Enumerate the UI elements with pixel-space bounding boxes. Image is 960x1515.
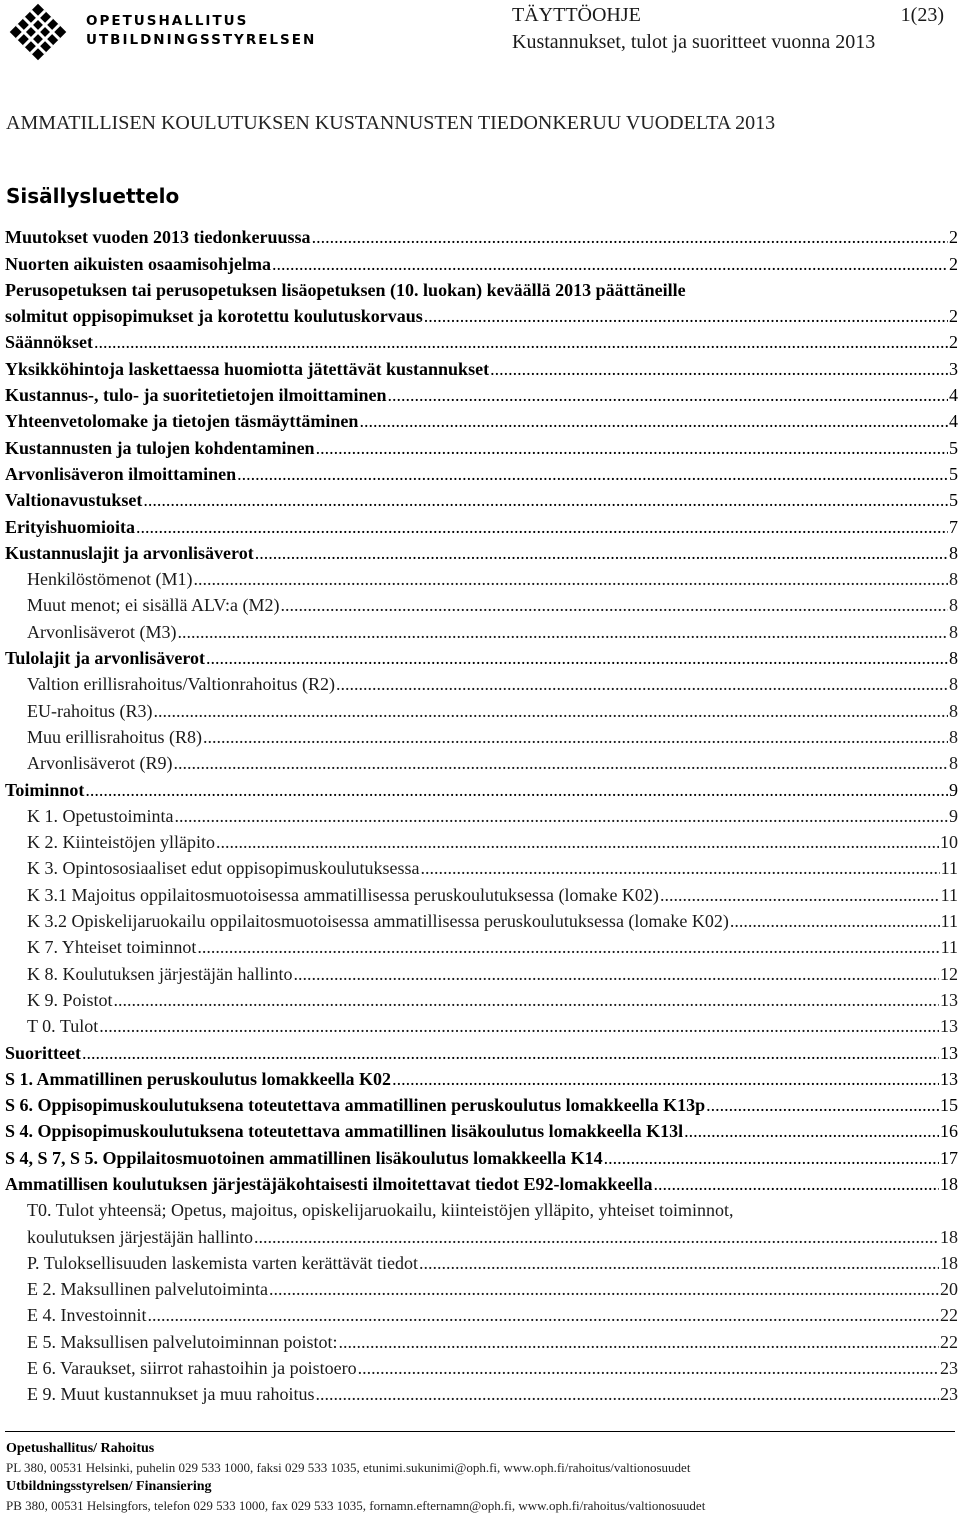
page-header [512, 2, 952, 56]
toc-entry[interactable] [5, 985, 958, 1011]
toc-entry-page: 3 [949, 358, 958, 379]
toc-entry-title: K 9. Poistot [27, 989, 113, 1010]
toc-entry-title: K 1. Opetustoiminta [27, 805, 174, 826]
toc-leader-dots [280, 595, 948, 616]
toc-entry-page: 15 [940, 1095, 958, 1116]
toc-entry[interactable] [5, 1326, 958, 1352]
toc-leader-dots [203, 727, 948, 748]
toc-entry-page: 8 [949, 726, 958, 747]
toc-entry-title: E 9. Muut kustannukset ja muu rahoitus [27, 1384, 315, 1405]
toc-entry[interactable] [5, 485, 958, 511]
toc-entry-title: Valtion erillisrahoitus/Valtionrahoitus (R2) [27, 674, 335, 695]
toc-entry-title: S 4. Oppisopimuskoulutuksena toteutettava ammatillinen lisäkoulutus lomakkeella K13l [5, 1121, 684, 1142]
toc-entry[interactable] [5, 1379, 958, 1405]
toc-leader-dots [490, 359, 948, 380]
toc-entry-page: 13 [940, 989, 958, 1010]
toc-entry[interactable] [5, 1116, 958, 1142]
toc-entry-page: 5 [949, 437, 958, 458]
toc-entry[interactable] [5, 801, 958, 827]
toc-leader-dots [269, 1279, 939, 1300]
toc-entry-page: 18 [940, 1252, 958, 1273]
toc-entry-title: Muu erillisrahoitus (R8) [27, 726, 202, 747]
toc-leader-dots [82, 1043, 939, 1064]
toc-leader-dots [358, 1358, 939, 1379]
toc-entry-title: Valtionavustukset [5, 490, 143, 511]
footer-address-fi: PL 380, 00531 Helsinki, puhelin 029 533 1000, faksi 029 533 1035, etunimi.sukunimi@oph.fi, www.oph.fi/rahoitus/valtionosuudet [6, 1460, 691, 1475]
toc-entry[interactable] [5, 353, 958, 379]
toc-entry[interactable] [5, 1274, 958, 1300]
footer-address-sv: PB 380, 00531 Helsingfors, telefon 029 533 1000, fax 029 533 1035, fornamn.efternamn@oph.fi, www.oph.fi/rahoitus/valtionosuudet [6, 1498, 706, 1513]
toc-entry-page: 8 [949, 753, 958, 774]
toc-leader-dots [336, 674, 948, 695]
toc-leader-dots [177, 622, 948, 643]
toc-entry-title: K 8. Koulutuksen järjestäjän hallinto [27, 963, 293, 984]
toc-entry[interactable] [5, 879, 958, 905]
toc-entry-title: Ammatillisen koulutuksen järjestäjäkohtaisesti ilmoitettavat tiedot E92-lomakkeella [5, 1173, 653, 1194]
toc-entry-page: 13 [940, 1068, 958, 1089]
toc-leader-dots [392, 1069, 939, 1090]
toc-entry-page: 5 [949, 463, 958, 484]
toc-entry-title: P. Tuloksellisuuden laskemista varten kerättävät tiedot [27, 1252, 418, 1273]
toc-entry-title: Muutokset vuoden 2013 tiedonkeruussa [5, 227, 311, 248]
toc-entry-title: Kustannusten ja tulojen kohdentaminen [5, 437, 315, 458]
toc-leader-dots [94, 332, 948, 353]
toc-entry-title: Säännökset [5, 332, 94, 353]
toc-entry-title: Kustannus-, tulo- ja suoritetietojen ilmoittaminen [5, 385, 387, 406]
toc-entry-title: Erityishuomioita [5, 516, 136, 537]
toc-entry[interactable] [5, 774, 958, 800]
toc-entry-title: Kustannuslajit ja arvonlisäverot [5, 542, 254, 563]
toc-entry[interactable] [5, 1248, 958, 1274]
toc-entry[interactable] [5, 248, 958, 274]
toc-entry-page: 23 [940, 1384, 958, 1405]
toc-entry-page: 8 [949, 595, 958, 616]
toc-entry-page: 11 [940, 937, 958, 958]
opetushallitus-logo [6, 3, 317, 61]
toc-entry[interactable] [5, 1064, 958, 1090]
toc-entry-title: K 2. Kiinteistöjen ylläpito [27, 832, 215, 853]
toc-leader-dots [173, 753, 948, 774]
toc-entry-page: 23 [940, 1358, 958, 1379]
toc-entry-page: 11 [940, 911, 958, 932]
toc-leader-dots [237, 464, 948, 485]
toc-entry-page: 12 [940, 963, 958, 984]
toc-entry-page: 16 [940, 1121, 958, 1142]
toc-entry-page: 11 [940, 858, 958, 879]
toc-leader-dots [193, 569, 948, 590]
toc-entry-title: Arvonlisäverot (R9) [27, 753, 173, 774]
toc-entry[interactable] [5, 1300, 958, 1326]
toc-entry-page: 2 [949, 253, 958, 274]
toc-entry-page: 13 [940, 1042, 958, 1063]
page-footer [6, 1439, 705, 1515]
toc-entry[interactable] [5, 958, 958, 984]
toc-entry[interactable] [5, 511, 958, 537]
toc-entry-title: EU-rahoitus (R3) [27, 700, 153, 721]
toc-leader-dots [85, 780, 948, 801]
toc-entry[interactable] [5, 827, 958, 853]
toc-leader-dots [175, 806, 949, 827]
toc-entry-page: 2 [949, 227, 958, 248]
toc-entry-page: 11 [940, 884, 958, 905]
toc-leader-dots [420, 858, 939, 879]
toc-entry-title-cont: solmitut oppisopimukset ja korotettu koulutuskorvaus [5, 306, 423, 327]
toc-leader-dots [684, 1121, 939, 1142]
toc-leader-dots [316, 438, 948, 459]
toc-entry-title: S 4, S 7, S 5. Oppilaitosmuotoinen ammatillinen lisäkoulutus lomakkeella K14 [5, 1147, 603, 1168]
toc-entry-title: T0. Tulot yhteensä; Opetus, majoitus, opiskelijaruokailu, kiinteistöjen ylläpito, yhteiset toiminnot, [27, 1200, 734, 1221]
toc-entry-title: T 0. Tulot [27, 1016, 99, 1037]
toc-entry-title: K 7. Yhteiset toiminnot [27, 937, 197, 958]
toc-leader-dots [388, 385, 949, 406]
toc-entry-title: Yhteenvetolomake ja tietojen täsmäyttäminen [5, 411, 359, 432]
toc-entry[interactable] [5, 1353, 958, 1379]
toc-leader-dots [254, 1227, 939, 1248]
toc-entry[interactable] [5, 275, 958, 328]
toc-leader-dots [153, 701, 948, 722]
toc-entry[interactable] [5, 722, 958, 748]
toc-entry-title: E 6. Varaukset, siirrot rahastoihin ja poistoero [27, 1358, 357, 1379]
toc-heading: Sisällysluettelo [6, 184, 180, 208]
toc-entry-page: 7 [949, 516, 958, 537]
toc-entry[interactable] [5, 748, 958, 774]
toc-entry-page: 8 [949, 700, 958, 721]
toc-entry-title: Perusopetuksen tai perusopetuksen lisäopetuksen (10. luokan) keväällä 2013 päättäneille [5, 279, 686, 300]
table-of-contents [5, 222, 958, 1405]
toc-entry-page: 4 [949, 411, 958, 432]
toc-entry-title: E 4. Investoinnit [27, 1305, 147, 1326]
toc-entry[interactable] [5, 1142, 958, 1168]
toc-entry[interactable] [5, 406, 958, 432]
toc-entry-page: 8 [949, 648, 958, 669]
toc-entry-page: 2 [949, 332, 958, 353]
toc-leader-dots [255, 543, 948, 564]
toc-entry-title: K 3.2 Opiskelijaruokailu oppilaitosmuotoisessa ammatillisessa peruskoulutuksessa (lomake K02) [27, 911, 729, 932]
toc-entry-page: 17 [940, 1147, 958, 1168]
toc-entry[interactable] [5, 538, 958, 564]
toc-entry[interactable] [5, 1169, 958, 1195]
toc-entry[interactable] [5, 1037, 958, 1063]
toc-entry-page: 5 [949, 490, 958, 511]
toc-entry-page: 22 [940, 1305, 958, 1326]
toc-entry[interactable] [5, 222, 958, 248]
diamond-emblem-icon [6, 3, 70, 61]
toc-entry-title: S 1. Ammatillinen peruskoulutus lomakkeella K02 [5, 1068, 392, 1089]
toc-entry[interactable] [5, 590, 958, 616]
document-title: AMMATILLISEN KOULUTUKSEN KUSTANNUSTEN TIEDONKERUU VUODELTA 2013 [6, 112, 776, 134]
toc-leader-dots [143, 490, 948, 511]
toc-entry-title: Tulolajit ja arvonlisäverot [5, 648, 206, 669]
doc-subtitle: Kustannukset, tulot ja suoritteet vuonna 2013 [512, 31, 876, 53]
toc-entry-page: 9 [949, 779, 958, 800]
toc-entry-title: K 3.1 Majoitus oppilaitosmuotoisessa ammatillisessa peruskoulutuksessa (lomake K02) [27, 884, 659, 905]
toc-entry-title: Yksikköhintoja laskettaessa huomiotta jätettävät kustannukset [5, 358, 490, 379]
toc-entry[interactable] [5, 643, 958, 669]
toc-leader-dots [315, 1384, 939, 1405]
toc-leader-dots [424, 306, 948, 327]
toc-leader-dots [338, 1332, 939, 1353]
toc-entry-page: 9 [949, 805, 958, 826]
toc-entry-title: S 6. Oppisopimuskoulutuksena toteutettava ammatillinen peruskoulutus lomakkeella K13p [5, 1095, 706, 1116]
toc-entry-title: Arvonlisäveron ilmoittaminen [5, 463, 237, 484]
toc-entry-title: Toiminnot [5, 779, 85, 800]
footer-org-fi: Opetushallitus/ Rahoitus [6, 1441, 155, 1456]
toc-entry-page: 18 [940, 1226, 958, 1247]
toc-entry-page: 4 [949, 385, 958, 406]
toc-entry[interactable] [5, 853, 958, 879]
toc-leader-dots [206, 648, 948, 669]
toc-entry[interactable] [5, 432, 958, 458]
logo-line-fi: OPETUSHALLITUS [86, 13, 249, 29]
logo-line-sv: UTBILDNINGSSTYRELSEN [86, 32, 317, 48]
doc-type: TÄYTTÖOHJE [512, 4, 641, 26]
toc-entry-page: 18 [940, 1173, 958, 1194]
toc-entry[interactable] [5, 616, 958, 642]
toc-leader-dots [419, 1253, 939, 1274]
toc-entry[interactable] [5, 1011, 958, 1037]
toc-entry-page: 8 [949, 542, 958, 563]
toc-entry[interactable] [5, 695, 958, 721]
toc-entry-page: 22 [940, 1331, 958, 1352]
toc-entry-page: 2 [949, 306, 958, 327]
toc-entry-page: 8 [949, 674, 958, 695]
toc-entry[interactable] [5, 1195, 958, 1248]
toc-leader-dots [604, 1148, 939, 1169]
toc-entry-title-cont: koulutuksen järjestäjän hallinto [27, 1226, 253, 1247]
toc-entry-title: Suoritteet [5, 1042, 81, 1063]
toc-leader-dots [148, 1305, 940, 1326]
toc-leader-dots [706, 1095, 939, 1116]
toc-leader-dots [293, 964, 939, 985]
toc-entry-title: Nuorten aikuisten osaamisohjelma [5, 253, 272, 274]
toc-leader-dots [653, 1174, 939, 1195]
toc-entry[interactable] [5, 564, 958, 590]
page-number: 1(23) [900, 4, 944, 26]
toc-entry-page: 8 [949, 621, 958, 642]
toc-entry-page: 20 [940, 1279, 958, 1300]
toc-entry-title: Henkilöstömenot (M1) [27, 569, 193, 590]
toc-leader-dots [136, 517, 948, 538]
toc-entry[interactable] [5, 669, 958, 695]
toc-entry-title: K 3. Opintososiaaliset edut oppisopimuskoulutuksessa [27, 858, 420, 879]
toc-entry-page: 8 [949, 569, 958, 590]
toc-entry-title: Arvonlisäverot (M3) [27, 621, 177, 642]
toc-leader-dots [730, 911, 940, 932]
toc-leader-dots [359, 411, 948, 432]
toc-entry[interactable] [5, 459, 958, 485]
footer-org-sv: Utbildningsstyrelsen/ Finansiering [6, 1479, 212, 1494]
toc-entry[interactable] [5, 906, 958, 932]
toc-entry-title: E 5. Maksullisen palvelutoiminnan poistot: [27, 1331, 338, 1352]
toc-entry[interactable] [5, 932, 958, 958]
toc-entry-title: E 2. Maksullinen palvelutoiminta [27, 1279, 268, 1300]
toc-leader-dots [660, 885, 940, 906]
toc-entry-page: 10 [940, 832, 958, 853]
toc-entry[interactable] [5, 1090, 958, 1116]
toc-leader-dots [216, 832, 939, 853]
toc-entry-page: 13 [940, 1016, 958, 1037]
toc-entry[interactable] [5, 327, 958, 353]
toc-leader-dots [312, 227, 948, 248]
footer-divider [5, 1431, 955, 1432]
toc-leader-dots [272, 254, 948, 275]
toc-entry-title: Muut menot; ei sisällä ALV:a (M2) [27, 595, 280, 616]
toc-entry[interactable] [5, 380, 958, 406]
toc-leader-dots [99, 1016, 939, 1037]
toc-leader-dots [114, 990, 939, 1011]
toc-leader-dots [197, 937, 939, 958]
